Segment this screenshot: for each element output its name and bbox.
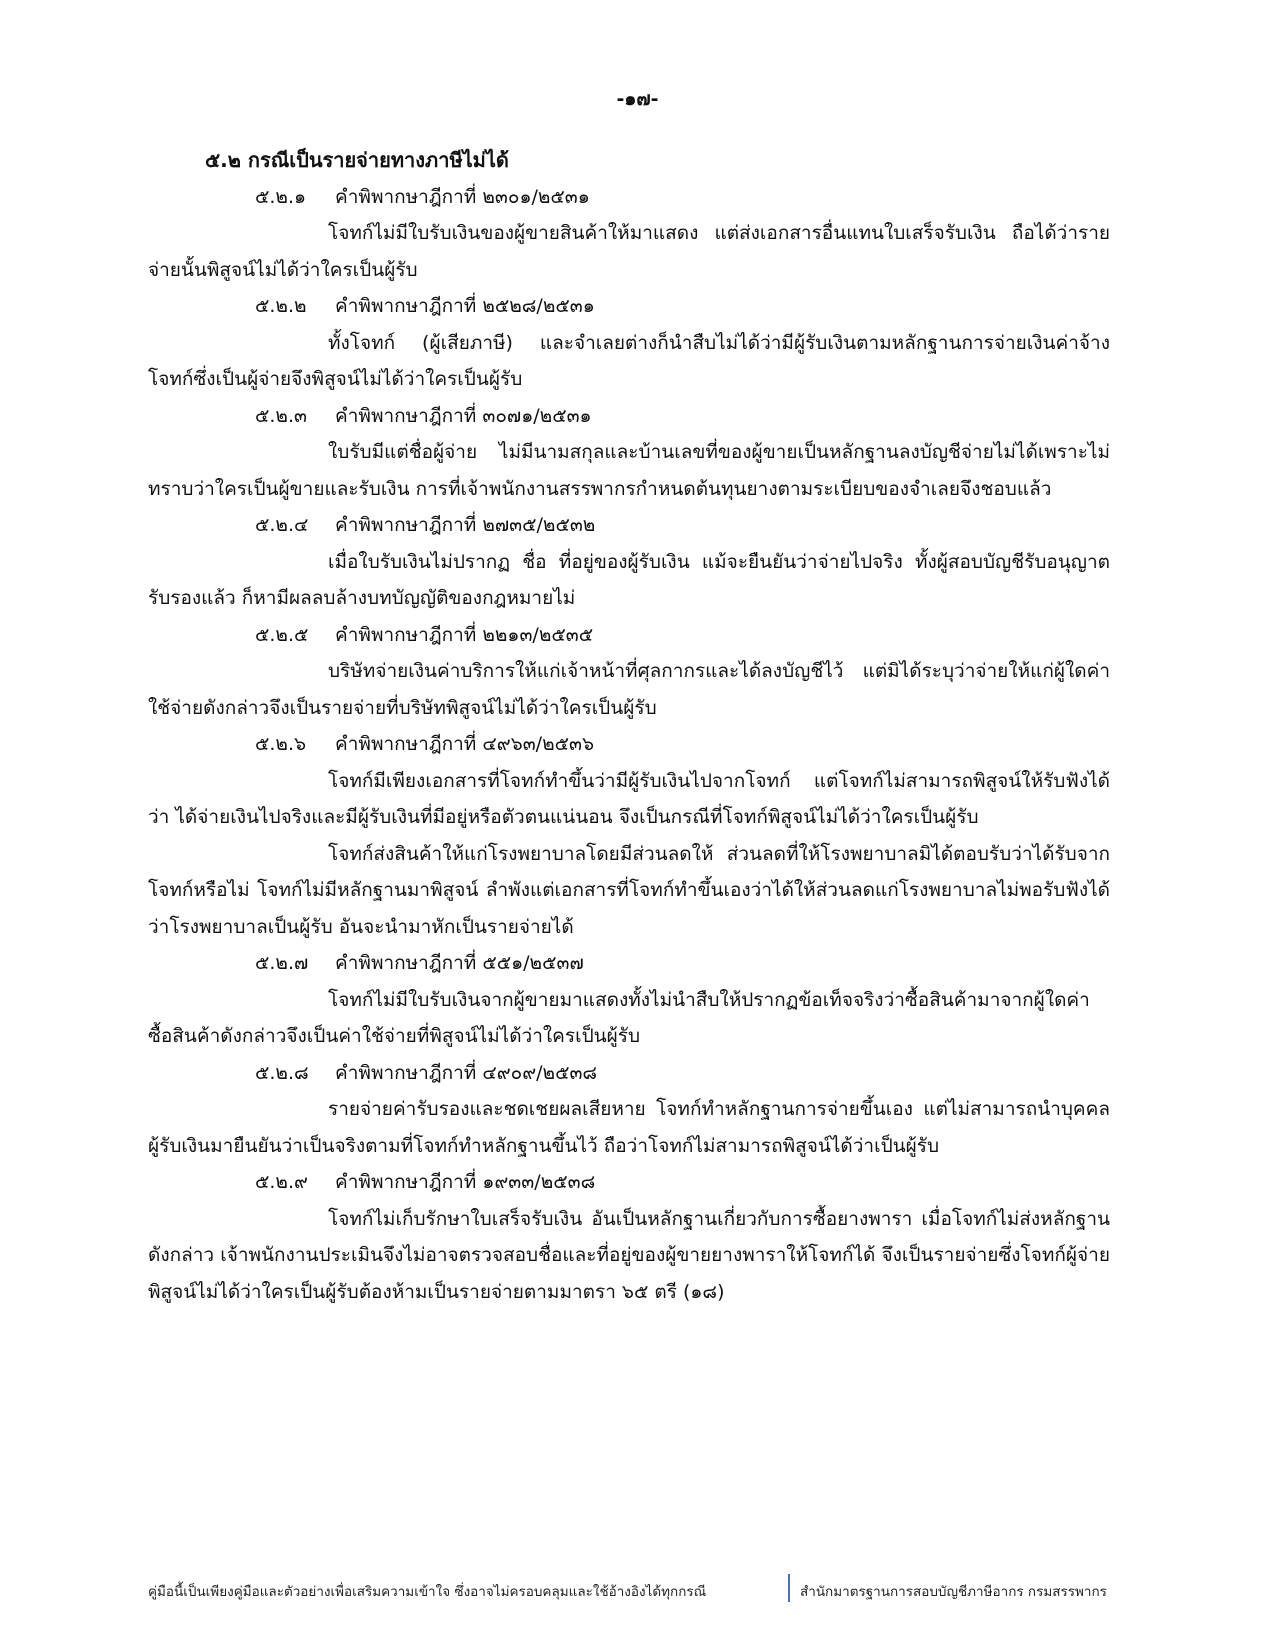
case-paragraph: บริษัทจ่ายเงินค่าบริการให้แก่เจ้าหน้าที่ศุลกากรและได้ลงบัญชีไว้ แต่มิได้ระบุว่าจ่ายให้แก่ผู้ใดค่าใช้จ่ายดังกล่าวจึงเป็นรายจ่ายที่บริษัทพิสูจน์ไม่ได้ว่าใครเป็นผู้รับ [148, 660, 1110, 719]
case-heading [255, 1164, 1110, 1201]
case-number: ๕.๒.๕ [255, 623, 309, 646]
case-heading [255, 398, 1110, 435]
case-paragraph: โจทก์ไม่เก็บรักษาใบเสร็จรับเงิน อันเป็นหลักฐานเกี่ยวกับการซื้อยางพารา เมื่อโจทก์ไม่ส่งหลักฐานดังกล่าว เจ้าพนักงานประเมินจึงไม่อาจตรวจสอบชื่อและที่อยู่ของผู้ขายยางพาราให้โจทก์ได้ จึงเป็นรายจ่ายซึ่งโจทก์ผู้จ่ายพิสูจน์ไม่ได้ว่าใครเป็นผู้รับต้องห้ามเป็นรายจ่ายตามมาตรา ๖๕ ตรี (๑๘) [148, 1207, 1110, 1303]
case-5-2-9 [148, 1164, 1110, 1310]
case-number: ๕.๒.๖ [255, 733, 307, 755]
case-title: คำพิพากษาฎีกาที่ ๒๗๓๕/๒๕๓๒ [335, 514, 596, 536]
case-title: คำพิพากษาฎีกาที่ ๔๙๐๙/๒๕๓๘ [335, 1061, 598, 1084]
section-heading: ๕.๒ กรณีเป็นรายจ่ายทางภาษีไม่ได้ [205, 148, 509, 172]
page-number: -๑๗- [616, 88, 659, 110]
case-title: คำพิพากษาฎีกาที่ ๓๐๗๑/๒๕๓๑ [335, 404, 592, 427]
case-paragraph: โจทก์มีเพียงเอกสารที่โจทก์ทำขึ้นว่ามีผู้รับเงินไปจากโจทก์ แต่โจทก์ไม่สามารถพิสูจน์ให้รับฟังได้ว่า ได้จ่ายเงินไปจริงและมีผู้รับเงินที่มีอยู่หรือตัวตนแน่นอน จึงเป็นกรณีที่โจทก์พิสูจน์ไม่ได้ว่าใครเป็นผู้รับ [148, 769, 1110, 828]
case-5-2-1 [148, 179, 1110, 289]
case-5-2-3 [148, 398, 1110, 508]
footer-organization: สำนักมาตรฐานการสอบบัญชีภาษีอากร กรมสรรพากร [800, 1584, 1107, 1600]
case-heading [255, 1055, 1110, 1092]
case-number: ๕.๒.๒ [255, 295, 307, 317]
case-title: คำพิพากษาฎีกาที่ ๒๕๒๘/๒๕๓๑ [335, 295, 595, 317]
case-number: ๕.๒.๓ [255, 404, 307, 427]
case-title: คำพิพากษาฎีกาที่ ๒๓๐๑/๒๕๓๑ [335, 185, 590, 208]
case-5-2-4 [148, 507, 1110, 617]
case-heading [255, 726, 1110, 763]
case-paragraph: ใบรับมีแต่ชื่อผู้จ่าย ไม่มีนามสกุลและบ้านเลขที่ของผู้ขายเป็นหลักฐานลงบัญชีจ่ายไม่ได้เพราะไม่ทราบว่าใครเป็นผู้ขายและรับเงิน การที่เจ้าพนักงานสรรพากรกำหนดต้นทุนยางตามระเบียบของจำเลยจึงชอบแล้ว [148, 441, 1110, 500]
case-number: ๕.๒.๗ [255, 952, 309, 974]
case-number: ๕.๒.๘ [255, 1061, 309, 1084]
case-heading [255, 945, 1110, 982]
case-paragraph: ทั้งโจทก์ (ผู้เสียภาษี) และจำเลยต่างก็นำสืบไม่ได้ว่ามีผู้รับเงินตามหลักฐานการจ่ายเงินค่าจ้างโจทก์ซึ่งเป็นผู้จ่ายจึงพิสูจน์ไม่ได้ว่าใครเป็นผู้รับ [148, 331, 1110, 390]
document-body [148, 142, 1110, 1310]
case-heading [255, 507, 1110, 544]
case-5-2-7 [148, 945, 1110, 1055]
case-5-2-2 [148, 288, 1110, 398]
case-paragraph: เมื่อใบรับเงินไม่ปรากฏ ชื่อ ที่อยู่ของผู้รับเงิน แม้จะยืนยันว่าจ่ายไปจริง ทั้งผู้สอบบัญชีรับอนุญาตรับรองแล้ว ก็หามีผลลบล้างบทบัญญัติของกฎหมายไม่ [148, 550, 1110, 609]
case-title: คำพิพากษาฎีกาที่ ๑๙๓๓/๒๕๓๘ [335, 1171, 596, 1193]
case-title: คำพิพากษาฎีกาที่ ๒๒๑๓/๒๕๓๕ [335, 623, 594, 646]
case-title: คำพิพากษาฎีกาที่ ๕๕๑/๒๕๓๗ [335, 952, 584, 974]
case-paragraph: โจทก์ส่งสินค้าให้แก่โรงพยาบาลโดยมีส่วนลดให้ ส่วนลดที่ให้โรงพยาบาลมิได้ตอบรับว่าได้รับจากโจทก์หรือไม่ โจทก์ไม่มีหลักฐานมาพิสูจน์ ลำพังแต่เอกสารที่โจทก์ทำขึ้นเองว่าได้ให้ส่วนลดแก่โรงพยาบาลไม่พอรับฟังได้ว่าโรงพยาบาลเป็นผู้รับ อันจะนำมาหักเป็นรายจ่ายได้ [148, 842, 1110, 938]
footer-divider [788, 1574, 790, 1602]
footer-disclaimer: คู่มือนี้เป็นเพียงคู่มือและตัวอย่างเพื่อเสริมความเข้าใจ ซึ่งอาจไม่ครอบคลุมและใช้อ้างอิงได้ทุกกรณี [148, 1584, 707, 1600]
case-5-2-6 [148, 726, 1110, 945]
case-heading [255, 179, 1110, 216]
case-5-2-8 [148, 1055, 1110, 1165]
case-heading [255, 288, 1110, 325]
case-number: ๕.๒.๑ [255, 185, 307, 208]
case-number: ๕.๒.๙ [255, 1171, 308, 1193]
case-paragraph: รายจ่ายค่ารับรองและชดเชยผลเสียหาย โจทก์ทำหลักฐานการจ่ายขึ้นเอง แต่ไม่สามารถนำบุคคลผู้รับเงินมายืนยันว่าเป็นจริงตามที่โจทก์ทำหลักฐานขึ้นไว้ ถือว่าโจทก์ไม่สามารถพิสูจน์ได้ว่าเป็นผู้รับ [148, 1098, 1110, 1157]
case-5-2-5 [148, 617, 1110, 727]
case-paragraph: โจทก์ไม่มีใบรับเงินของผู้ขายสินค้าให้มาแสดง แต่ส่งเอกสารอื่นแทนใบเสร็จรับเงิน ถือได้ว่ารายจ่ายนั้นพิสูจน์ไม่ได้ว่าใครเป็นผู้รับ [148, 222, 1110, 281]
case-number: ๕.๒.๔ [255, 514, 309, 536]
case-title: คำพิพากษาฎีกาที่ ๔๙๖๓/๒๕๓๖ [335, 733, 595, 755]
case-paragraph: โจทก์ไม่มีใบรับเงินจากผู้ขายมาแสดงทั้งไม่นำสืบให้ปรากฏข้อเท็จจริงว่าซื้อสินค้ามาจากผู้ใดค่าซื้อสินค้าดังกล่าวจึงเป็นค่าใช้จ่ายที่พิสูจน์ไม่ได้ว่าใครเป็นผู้รับ [148, 988, 1090, 1047]
case-heading [255, 617, 1110, 654]
